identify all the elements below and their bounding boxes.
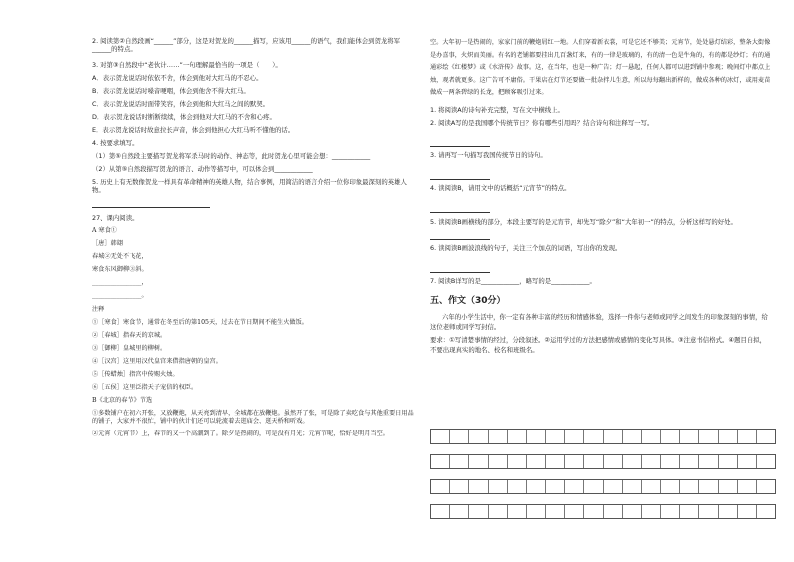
note-4: ④［汉宫］这里用汉代皇宫来借指唐朝的皇宫。	[92, 358, 222, 365]
grid-cell[interactable]	[738, 430, 757, 443]
r2-answer-line	[430, 140, 490, 147]
q5-answer-line	[92, 201, 210, 208]
grid-cell[interactable]	[642, 455, 661, 468]
grid-cell[interactable]	[661, 480, 680, 493]
grid-cell[interactable]	[546, 480, 565, 493]
reading-b-paragraph-2: ②元宵（元宵节）上，春节的又一个高潮到了。除夕是热闹的，可是没有月光；元宵节呢，恰好是明月当空。	[92, 430, 389, 437]
reading-b-title: B《北京的春节》节选	[92, 397, 153, 404]
note-5: ⑤［传蜡烛］指宫中传赐火烛。	[92, 371, 179, 378]
grid-cell[interactable]	[623, 480, 642, 493]
essay-requirements: 要求：①写清楚事情的经过，分段叙述。②运用学过的方法把感情或感情的变化写具体。③注意书信格式。④题目自拟，不要出现真实的地名、校名和班级名。	[430, 335, 767, 354]
r6-answer-line	[430, 266, 490, 273]
grid-cell[interactable]	[757, 430, 775, 443]
note-2: ②［春城］指春天的京城。	[92, 332, 167, 339]
grid-row	[430, 479, 776, 494]
poem-author: ［唐］韩翃	[92, 240, 123, 247]
grid-row	[430, 454, 776, 469]
grid-cell[interactable]	[584, 430, 603, 443]
grid-cell[interactable]	[719, 455, 738, 468]
grid-cell[interactable]	[757, 455, 775, 468]
grid-cell[interactable]	[699, 480, 718, 493]
grid-cell[interactable]	[699, 505, 718, 518]
grid-cell[interactable]	[661, 455, 680, 468]
grid-cell[interactable]	[431, 430, 450, 443]
grid-cell[interactable]	[527, 505, 546, 518]
grid-cell[interactable]	[719, 430, 738, 443]
grid-cell[interactable]	[431, 480, 450, 493]
q3-option-a: A．表示贺龙说话时依依不舍，体会到他对大红马的不忍心。	[92, 74, 263, 82]
grid-cell[interactable]	[527, 480, 546, 493]
poem-title: A 寒食①	[92, 227, 117, 234]
grid-cell[interactable]	[527, 455, 546, 468]
grid-cell[interactable]	[584, 505, 603, 518]
grid-cell[interactable]	[489, 455, 508, 468]
grid-cell[interactable]	[738, 505, 757, 518]
q3-option-d: D．表示贺龙说话时断断续续，体会到他对大红马的不舍和心疼。	[92, 113, 276, 121]
grid-cell[interactable]	[469, 430, 488, 443]
r5-answer-line	[430, 233, 490, 240]
left-column	[92, 37, 414, 446]
note-3: ③［御柳］皇城里的柳树。	[92, 345, 167, 352]
grid-cell[interactable]	[661, 505, 680, 518]
grid-cell[interactable]	[450, 455, 469, 468]
note-1: ①［寒食］寒食节，通常在冬至后的第105天，过去在节日期间不能生火做饭。	[92, 319, 308, 326]
grid-cell[interactable]	[508, 505, 527, 518]
grid-cell[interactable]	[508, 480, 527, 493]
essay-intro: 六年的小学生活中，你一定有各种丰富的经历和情感体验，选择一件你与老师或同学之间发生的印象深刻的事情，给这位老师或同学写封信。	[430, 312, 768, 331]
grid-cell[interactable]	[508, 430, 527, 443]
question-r5: 5. 读阅读B画横线的部分，本段主要写的是元宵节，却先写“除夕”和“大年初一”的特点，分析这样写的好处。	[430, 217, 737, 226]
question-4: 4. 按要求填写。	[92, 139, 139, 147]
grid-cell[interactable]	[489, 505, 508, 518]
grid-row	[430, 504, 776, 519]
grid-cell[interactable]	[546, 430, 565, 443]
grid-cell[interactable]	[584, 455, 603, 468]
grid-cell[interactable]	[431, 455, 450, 468]
grid-cell[interactable]	[642, 480, 661, 493]
notes-title: 注释	[92, 306, 105, 313]
grid-cell[interactable]	[489, 430, 508, 443]
reading-b-paragraph-1: ①多数铺户在初六开张，又放鞭炮，从天亮到清早，全城都在放鞭炮。虽然开了张，可是除了卖吃食与其他重要日用品的铺子，大家并不很忙，铺中的伙计们还可以轮流着去逛庙会、逛天桥和听戏。	[92, 410, 414, 425]
grid-cell[interactable]	[431, 505, 450, 518]
r4-answer-line	[430, 206, 490, 213]
grid-cell[interactable]	[661, 430, 680, 443]
grid-row	[430, 429, 776, 444]
grid-cell[interactable]	[699, 455, 718, 468]
question-r2: 2. 阅读A写的是我国哪个传统节日？你有哪些引用吗？结合诗句和注释写一写。	[430, 118, 654, 127]
question-5: 5. 历史上有无数像贺龙一样具有革命精神的英雄人物，结合事例，用简洁的语言介绍一位你印象最深刻的英雄人物。	[92, 178, 407, 194]
grid-cell[interactable]	[450, 480, 469, 493]
question-r7: 7. 阅读B详写的是____________，略写的是____________。	[430, 276, 596, 285]
r3-answer-line	[430, 173, 490, 180]
q4-item-2: （2）从第⑤自然段描写贺龙的语言、动作等描写中，可以体会到____________	[92, 165, 313, 173]
grid-cell[interactable]	[757, 480, 775, 493]
grid-cell[interactable]	[565, 455, 584, 468]
grid-cell[interactable]	[565, 480, 584, 493]
grid-cell[interactable]	[623, 430, 642, 443]
grid-cell[interactable]	[584, 480, 603, 493]
grid-cell[interactable]	[680, 480, 699, 493]
grid-cell[interactable]	[642, 430, 661, 443]
grid-cell[interactable]	[469, 505, 488, 518]
question-r3: 3. 请再写一句描写我国传统节日的诗句。	[430, 150, 547, 159]
question-2: 2. 阅读第②自然段画“______”部分，这是对贺龙的______描写，应该用______的语气，我们能体会到贺龙将军______的特点。	[92, 37, 401, 53]
grid-cell[interactable]	[469, 455, 488, 468]
note-6: ⑥［五侯］这里泛指天子宠信的权臣。	[92, 384, 198, 391]
grid-cell[interactable]	[489, 480, 508, 493]
grid-cell[interactable]	[546, 505, 565, 518]
grid-cell[interactable]	[642, 505, 661, 518]
grid-cell[interactable]	[757, 505, 775, 518]
question-r1: 1. 将阅读A的诗句补充完整，写在文中横线上。	[430, 105, 564, 114]
question-r6: 6. 读阅读B画波浪线的句子，关注三个加点的词语，写出你的发现。	[430, 243, 622, 252]
question-r4: 4. 读阅读B，请用文中的话概括“元宵节”的特点。	[430, 183, 571, 192]
grid-cell[interactable]	[699, 430, 718, 443]
grid-cell[interactable]	[680, 505, 699, 518]
grid-cell[interactable]	[527, 430, 546, 443]
poem-line-3: ________________，	[92, 279, 148, 286]
grid-cell[interactable]	[623, 455, 642, 468]
grid-cell[interactable]	[604, 480, 623, 493]
question-27: 27、课内阅读。	[92, 214, 139, 222]
section-5-title: 五、作文（30分）	[430, 295, 506, 306]
grid-cell[interactable]	[604, 455, 623, 468]
poem-line-1: 春城②无处不飞花，	[92, 253, 148, 260]
grid-cell[interactable]	[604, 505, 623, 518]
grid-cell[interactable]	[565, 505, 584, 518]
grid-cell[interactable]	[719, 505, 738, 518]
q3-option-e: E．表示贺龙说话时故意拉长声音，体会到他担心大红马听不懂他的话。	[92, 126, 295, 134]
q3-option-c: C．表示贺龙说话时面带笑容，体会到他和大红马之间的默契。	[92, 100, 270, 108]
grid-cell[interactable]	[680, 430, 699, 443]
grid-cell[interactable]	[623, 505, 642, 518]
grid-cell[interactable]	[719, 480, 738, 493]
grid-cell[interactable]	[546, 455, 565, 468]
poem-line-2: 寒食东风御柳③斜。	[92, 266, 148, 273]
writing-grid[interactable]	[430, 429, 776, 523]
grid-cell[interactable]	[450, 430, 469, 443]
grid-cell[interactable]	[738, 455, 757, 468]
grid-cell[interactable]	[604, 430, 623, 443]
grid-cell[interactable]	[450, 505, 469, 518]
right-column	[430, 37, 772, 355]
q3-option-b: B．表示贺龙说话时嗓音哽咽，体会到他舍不得大红马。	[92, 87, 250, 95]
grid-cell[interactable]	[508, 455, 527, 468]
question-3: 3. 对第③自然段中“老伙计……”一句理解最恰当的一项是（ ）。	[92, 61, 282, 69]
q4-item-1: （1）第⑤自然段主要描写贺龙将军杀马时的动作、神态等，此时贺龙心里可能会想：____________	[92, 152, 371, 160]
grid-cell[interactable]	[680, 455, 699, 468]
grid-cell[interactable]	[738, 480, 757, 493]
reading-b-passage: 空。大年初一是热闹的，家家门前的鞭炮屑红一地。人们穿着新衣裳，可是它还不够美；元宵节，处处悬灯结彩，整条大街像是办喜事，火炽而美丽。有名的老铺都要挂出几百盏灯来，有的一律是玻璃的，有的清一色是牛角的，有的都是纱灯；有的通通彩绘《红楼梦》或《水浒传》故事。这，在当年，也是一种广告；灯一悬起，任何人都可以进到铺中参观；晚间灯中都点上烛，观者就更多。这广告可不庸俗。干果店在灯节还要做一批杂拌儿生意，所以每每翻出新样的，做成各种的冰灯，或用麦苗做成一两条碧绿的长龙，把顾客吸引过来。	[430, 39, 771, 96]
grid-cell[interactable]	[565, 430, 584, 443]
poem-line-4: ________________。	[92, 292, 148, 299]
grid-cell[interactable]	[469, 480, 488, 493]
